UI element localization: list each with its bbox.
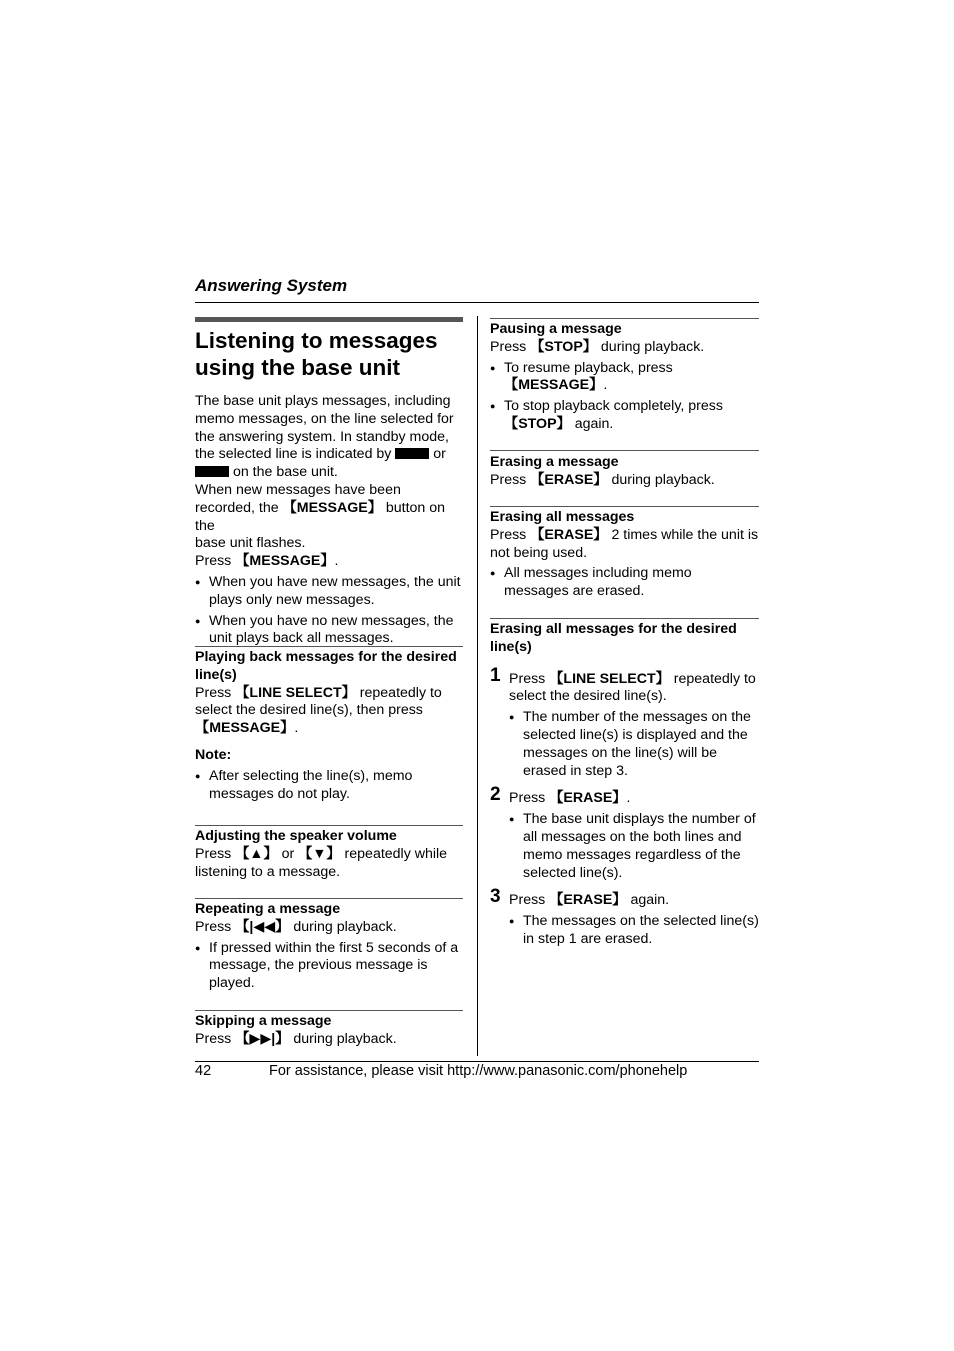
erase-key: 【ERASE】 (530, 471, 608, 488)
skip-key-icon: 【▶▶|】 (235, 1030, 290, 1047)
title-line-2: using the base unit (195, 355, 401, 380)
volume-heading: Adjusting the speaker volume (195, 828, 397, 844)
section-rule (195, 825, 463, 826)
section-rule (490, 450, 759, 451)
page-number: 42 (195, 1063, 212, 1079)
bullet-item: ● To resume playback, press 【MESSAGE】. (490, 360, 760, 396)
erase-key: 【ERASE】 (549, 790, 627, 807)
bullet-item: ● The messages on the selected line(s) in step 1 are erased. (509, 913, 760, 949)
erasing-all-heading: Erasing all messages (490, 509, 635, 525)
step-text: Press 【ERASE】 again. (509, 892, 670, 909)
playing-section (195, 649, 465, 803)
note-heading: Note: (195, 746, 232, 763)
message-key: 【MESSAGE】 (504, 377, 604, 394)
section-rule (490, 506, 759, 507)
step-number: 2 (490, 784, 501, 806)
press-message-line: Press 【MESSAGE】. (195, 553, 339, 570)
step-item (490, 784, 760, 882)
intro-line: the answering system. In standby mode, (195, 428, 449, 445)
footer-assistance-text: For assistance, please visit http://www.panasonic.com/phonehelp (269, 1063, 688, 1079)
footer-rule (195, 1061, 759, 1062)
step-text: Press 【ERASE】. (509, 790, 631, 807)
skipping-text: Press 【▶▶|】 during playback. (195, 1030, 397, 1047)
section-rule (490, 318, 759, 319)
bullet-item: ● When you have new messages, the unit plays only new messages. (195, 574, 465, 610)
page-title (195, 327, 463, 381)
bullet-item: ● When you have no new messages, the unit plays back all messages. (195, 613, 465, 649)
skipping-section (195, 1013, 465, 1049)
intro-line: The base unit plays messages, including (195, 393, 451, 409)
message-key: 【MESSAGE】 (282, 499, 382, 516)
erasing-all-text: Press 【ERASE】 2 times while the unit is not being used. (490, 526, 759, 561)
erasing-text: Press 【ERASE】 during playback. (490, 471, 715, 488)
bullet-item: ● After selecting the line(s), memo messages do not play. (195, 768, 465, 804)
bullet-item: ● All messages including memo messages are erased. (490, 565, 760, 601)
pausing-section (490, 321, 760, 434)
erasing-section (490, 454, 760, 490)
erasing-all-section (490, 509, 760, 601)
erasing-line-heading: Erasing all messages for the desired line(s) (490, 621, 737, 655)
new-msg-line: base unit flashes. (195, 535, 306, 552)
new-msg-line: When new messages have been (195, 481, 401, 498)
title-rule (195, 317, 463, 322)
volume-text: Press 【▲】 or 【▼】 repeatedly while listening to a message. (195, 845, 448, 880)
column-divider (477, 316, 478, 1056)
header-rule (195, 302, 759, 303)
left-intro (195, 393, 465, 648)
section-rule (195, 898, 463, 899)
repeating-heading: Repeating a message (195, 901, 341, 917)
section-rule (195, 1010, 463, 1011)
erasing-line-section (490, 621, 760, 949)
line-indicator-icon (395, 448, 429, 459)
message-key: 【MESSAGE】 (195, 720, 295, 737)
pausing-heading: Pausing a message (490, 321, 622, 337)
bullet-item: ● The base unit displays the number of all messages on the both lines and memo messages regardless of the selected line(s). (509, 811, 760, 882)
down-key: 【▼】 (298, 845, 341, 862)
section-rule (195, 646, 463, 647)
playing-heading: Playing back messages for the desired line(s) (195, 649, 457, 683)
line-select-key: 【LINE SELECT】 (235, 684, 356, 701)
volume-section (195, 828, 465, 881)
intro-line: the selected line is indicated by or (195, 446, 446, 463)
new-msg-line: recorded, the 【MESSAGE】 button on the (195, 499, 446, 534)
section-rule (490, 618, 759, 619)
line-select-key: 【LINE SELECT】 (549, 670, 670, 687)
up-key: 【▲】 (235, 845, 278, 862)
message-key: 【MESSAGE】 (235, 553, 335, 570)
step-item (490, 664, 760, 781)
title-line-1: Listening to messages (195, 328, 438, 353)
skipping-heading: Skipping a message (195, 1013, 332, 1029)
line-indicator-icon (195, 466, 229, 477)
erase-key: 【ERASE】 (549, 892, 627, 909)
step-number: 3 (490, 886, 501, 908)
intro-line: on the base unit. (195, 464, 465, 482)
step-text: Press 【LINE SELECT】 repeatedly to select the desired line(s). (509, 670, 756, 705)
repeating-text: Press 【|◀◀】 during playback. (195, 918, 397, 935)
pausing-text: Press 【STOP】 during playback. (490, 338, 705, 355)
intro-line: memo messages, on the line selected for (195, 410, 454, 427)
repeating-section (195, 901, 465, 993)
stop-key: 【STOP】 (504, 415, 571, 432)
stop-key: 【STOP】 (530, 338, 597, 355)
bullet-item: ● If pressed within the first 5 seconds of a message, the previous message is played. (195, 940, 465, 993)
step-number: 1 (490, 664, 501, 686)
erasing-heading: Erasing a message (490, 454, 619, 470)
bullet-item: ● To stop playback completely, press 【STOP】 again. (490, 398, 760, 434)
bullet-item: ● The number of the messages on the selected line(s) is displayed and the messages on the line(s) will be erased in step 3. (509, 709, 760, 780)
erase-key: 【ERASE】 (530, 526, 608, 543)
repeat-key-icon: 【|◀◀】 (235, 918, 290, 935)
playing-text: Press 【LINE SELECT】 repeatedly to select the desired line(s), then press 【MESSAGE】. (195, 684, 442, 737)
step-item (490, 886, 760, 948)
section-header: Answering System (195, 276, 348, 295)
